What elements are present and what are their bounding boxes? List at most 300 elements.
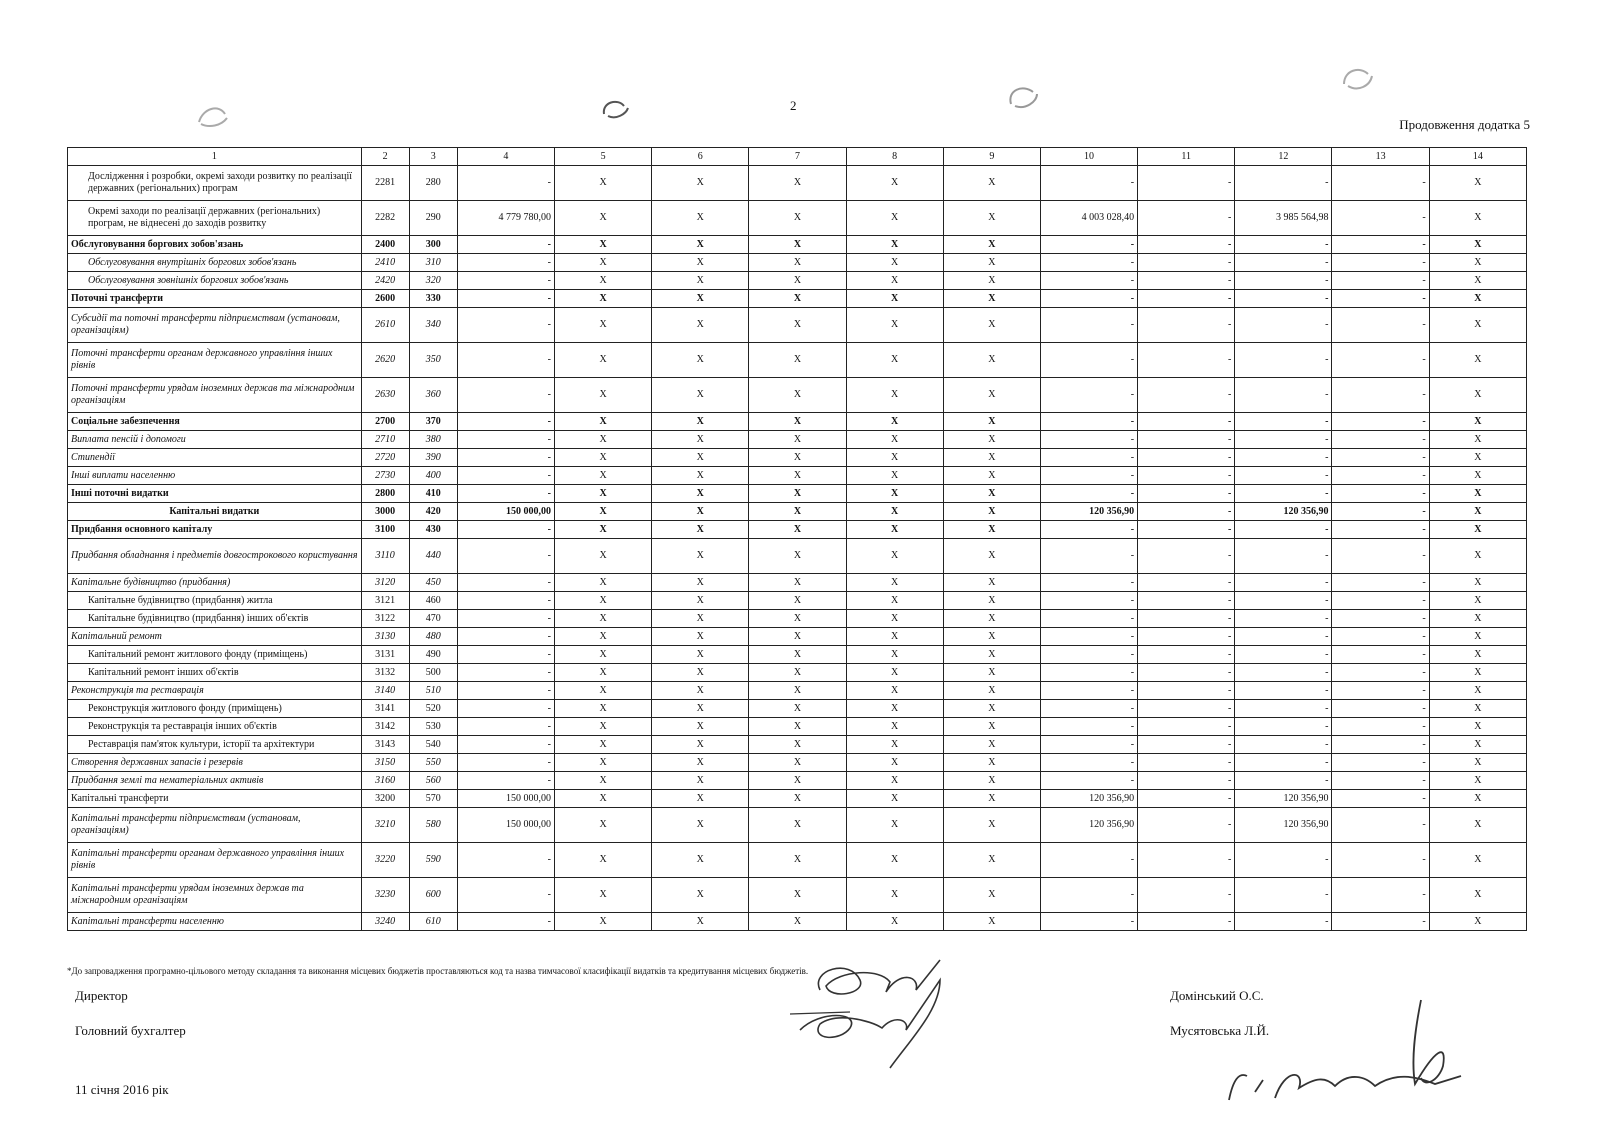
table-row [68,700,1527,718]
cell-value: X [846,308,943,343]
cell-value: X [846,843,943,878]
cell-value: - [457,718,554,736]
cell-value: - [457,413,554,431]
cell-value: - [1332,485,1429,503]
cell-value: X [943,272,1040,290]
table-row [68,878,1527,913]
cell-value: - [1332,610,1429,628]
cell-value: - [1332,431,1429,449]
cell-value: - [1235,646,1332,664]
scan-mark-icon [598,96,632,122]
cell-value: - [1138,431,1235,449]
cell-value: - [1040,308,1137,343]
cell-name: Обслуговування зовнішніх боргових зобов'язань [68,272,362,290]
cell-value: X [943,308,1040,343]
cell-value: X [1429,700,1526,718]
cell-code: 3000 [361,503,409,521]
cell-value: - [1138,166,1235,201]
cell-value: X [554,431,651,449]
scan-mark-icon [1003,82,1043,112]
cell-value: X [943,664,1040,682]
cell-value: - [457,449,554,467]
cell-value: X [749,166,846,201]
cell-value: - [1138,467,1235,485]
cell-value: X [943,539,1040,574]
cell-value: X [652,790,749,808]
cell-value: - [1332,790,1429,808]
cell-value: X [749,718,846,736]
cell-value: X [652,467,749,485]
cell-value: X [749,378,846,413]
cell-value: X [749,790,846,808]
cell-value: X [554,736,651,754]
cell-row-number: 550 [409,754,457,772]
table-row [68,682,1527,700]
cell-code: 3200 [361,790,409,808]
cell-value: - [1040,628,1137,646]
cell-row-number: 300 [409,236,457,254]
table-row [68,431,1527,449]
cell-value: - [1235,736,1332,754]
cell-value: X [846,254,943,272]
cell-value: - [457,485,554,503]
column-header: 3 [409,148,457,166]
cell-value: - [1040,485,1137,503]
cell-name: Капітальне будівництво (придбання) [68,574,362,592]
cell-value: - [457,913,554,931]
cell-value: - [1235,290,1332,308]
cell-value: - [1138,449,1235,467]
cell-value: - [1138,539,1235,574]
cell-value: X [652,485,749,503]
cell-name: Поточні трансферти [68,290,362,308]
cell-value: - [1138,574,1235,592]
cell-value: - [457,166,554,201]
cell-name: Капітальний ремонт [68,628,362,646]
cell-value: - [1040,664,1137,682]
cell-name: Капітальні видатки [68,503,362,521]
cell-value: - [1138,628,1235,646]
cell-value: - [1138,754,1235,772]
cell-code: 3140 [361,682,409,700]
column-header: 7 [749,148,846,166]
cell-code: 3122 [361,610,409,628]
table-row [68,539,1527,574]
cell-value: - [1332,718,1429,736]
table-row [68,308,1527,343]
cell-value: X [554,610,651,628]
cell-value: X [846,521,943,539]
cell-value: X [749,700,846,718]
cell-value: X [846,413,943,431]
cell-value: X [846,272,943,290]
cell-value: - [1235,449,1332,467]
cell-value: - [457,700,554,718]
cell-name: Капітальний ремонт інших об'єктів [68,664,362,682]
cell-value: 120 356,90 [1040,503,1137,521]
cell-value: X [943,166,1040,201]
cell-value: X [1429,913,1526,931]
cell-value: - [1332,503,1429,521]
cell-value: X [846,736,943,754]
director-name: Домінський О.С. [1170,988,1264,1003]
cell-code: 3131 [361,646,409,664]
cell-value: X [943,343,1040,378]
cell-value: - [1040,378,1137,413]
cell-value: X [943,467,1040,485]
cell-value: - [1138,308,1235,343]
cell-name: Капітальні трансферти населенню [68,913,362,931]
table-row [68,378,1527,413]
cell-value: X [1429,790,1526,808]
cell-value: X [943,772,1040,790]
cell-row-number: 520 [409,700,457,718]
cell-value: - [457,521,554,539]
table-row [68,254,1527,272]
cell-row-number: 600 [409,878,457,913]
cell-code: 3121 [361,592,409,610]
cell-value: - [457,272,554,290]
cell-value: - [1332,592,1429,610]
column-header: 1 [68,148,362,166]
cell-value: X [554,772,651,790]
cell-value: - [1332,682,1429,700]
cell-value: X [749,754,846,772]
cell-code: 2730 [361,467,409,485]
cell-value: X [1429,431,1526,449]
cell-value: - [1332,913,1429,931]
cell-value: 150 000,00 [457,808,554,843]
cell-value: 4 779 780,00 [457,201,554,236]
cell-value: X [1429,467,1526,485]
cell-value: X [554,754,651,772]
page-number: 2 [790,98,797,113]
cell-value: X [943,592,1040,610]
cell-value: X [652,378,749,413]
cell-value: X [652,290,749,308]
cell-code: 2282 [361,201,409,236]
cell-value: X [1429,254,1526,272]
table-row [68,664,1527,682]
cell-value: X [554,790,651,808]
cell-value: X [554,485,651,503]
cell-value: - [1332,201,1429,236]
table-row [68,913,1527,931]
cell-value: - [457,308,554,343]
cell-value: X [652,610,749,628]
cell-value: - [1138,521,1235,539]
cell-value: - [1235,628,1332,646]
cell-value: X [554,878,651,913]
cell-value: 120 356,90 [1040,790,1137,808]
table-row [68,343,1527,378]
cell-value: 120 356,90 [1235,790,1332,808]
cell-value: 120 356,90 [1040,808,1137,843]
cell-code: 3143 [361,736,409,754]
cell-value: - [1138,843,1235,878]
cell-value: X [943,503,1040,521]
table-row [68,290,1527,308]
cell-row-number: 410 [409,485,457,503]
cell-value: X [554,539,651,574]
cell-value: X [652,521,749,539]
cell-code: 3110 [361,539,409,574]
cell-value: X [554,574,651,592]
cell-value: X [749,592,846,610]
cell-value: X [943,754,1040,772]
cell-value: - [1332,664,1429,682]
cell-value: X [652,718,749,736]
cell-value: X [846,718,943,736]
cell-value: - [1235,413,1332,431]
cell-code: 2800 [361,485,409,503]
cell-value: X [652,664,749,682]
report-date: 11 січня 2016 рік [75,1082,169,1097]
cell-code: 3132 [361,664,409,682]
cell-value: X [554,503,651,521]
cell-value: X [943,290,1040,308]
cell-value: X [846,592,943,610]
cell-code: 3100 [361,521,409,539]
cell-value: X [1429,503,1526,521]
cell-value: - [1332,736,1429,754]
cell-value: X [749,521,846,539]
cell-value: X [652,754,749,772]
cell-value: - [1138,201,1235,236]
table-row [68,272,1527,290]
cell-value: X [1429,574,1526,592]
cell-value: - [1235,254,1332,272]
cell-value: X [1429,539,1526,574]
cell-name: Капітальне будівництво (придбання) житла [68,592,362,610]
cell-value: - [1040,166,1137,201]
cell-row-number: 590 [409,843,457,878]
cell-code: 3142 [361,718,409,736]
cell-name: Реставрація пам'яток культури, історії та архітектури [68,736,362,754]
table-row [68,485,1527,503]
cell-value: X [554,700,651,718]
cell-value: X [943,413,1040,431]
cell-value: X [652,413,749,431]
cell-value: X [1429,413,1526,431]
cell-value: - [1040,772,1137,790]
table-row [68,413,1527,431]
cell-value: 150 000,00 [457,503,554,521]
cell-value: - [457,378,554,413]
cell-value: X [554,236,651,254]
cell-value: X [554,628,651,646]
cell-value: X [554,843,651,878]
cell-value: X [943,236,1040,254]
cell-value: X [749,449,846,467]
cell-value: X [1429,682,1526,700]
cell-value: X [554,290,651,308]
cell-value: X [554,664,651,682]
cell-value: X [846,754,943,772]
table-row [68,592,1527,610]
cell-value: X [846,700,943,718]
cell-code: 3141 [361,700,409,718]
cell-name: Реконструкція та реставрація [68,682,362,700]
cell-value: - [457,646,554,664]
cell-code: 3220 [361,843,409,878]
table-row [68,646,1527,664]
cell-row-number: 360 [409,378,457,413]
cell-value: X [846,290,943,308]
cell-value: - [1235,664,1332,682]
cell-value: - [1235,378,1332,413]
cell-value: X [943,843,1040,878]
cell-value: - [1040,539,1137,574]
cell-value: - [457,539,554,574]
cell-value: X [749,467,846,485]
cell-name: Капітальні трансферти органам державного управління інших рівнів [68,843,362,878]
cell-value: - [1138,610,1235,628]
table-row [68,574,1527,592]
cell-value: - [1332,378,1429,413]
cell-name: Соціальне забезпечення [68,413,362,431]
column-header: 13 [1332,148,1429,166]
footnote: *До запровадження програмно-цільового методу складання та виконання місцевих бюджетів проставляються код та назва тимчасової класифікації видатків та кредитування місцевих бюджетів. [67,966,809,976]
cell-value: - [457,574,554,592]
cell-value: - [1235,272,1332,290]
cell-value: X [943,628,1040,646]
cell-value: - [1235,431,1332,449]
cell-row-number: 490 [409,646,457,664]
cell-value: X [943,574,1040,592]
cell-value: - [1138,772,1235,790]
cell-name: Капітальні трансферти підприємствам (установам, організаціям) [68,808,362,843]
cell-value: - [1235,574,1332,592]
cell-value: - [1332,236,1429,254]
cell-name: Капітальні трансферти [68,790,362,808]
cell-value: X [1429,485,1526,503]
cell-value: X [554,718,651,736]
table-row [68,736,1527,754]
cell-code: 2400 [361,236,409,254]
cell-value: X [1429,343,1526,378]
cell-row-number: 450 [409,574,457,592]
cell-value: X [749,503,846,521]
cell-value: - [1138,646,1235,664]
accountant-name: Мусятовська Л.Й. [1170,1023,1270,1038]
cell-value: X [554,166,651,201]
cell-value: X [652,236,749,254]
cell-value: - [1040,521,1137,539]
cell-value: - [1332,878,1429,913]
cell-row-number: 440 [409,539,457,574]
cell-value: - [1332,574,1429,592]
cell-code: 2600 [361,290,409,308]
cell-value: - [1235,610,1332,628]
cell-value: X [554,592,651,610]
cell-value: - [1235,700,1332,718]
cell-code: 2281 [361,166,409,201]
cell-code: 2620 [361,343,409,378]
cell-value: X [749,736,846,754]
cell-value: 150 000,00 [457,790,554,808]
cell-name: Субсидії та поточні трансферти підприємствам (установам, організаціям) [68,308,362,343]
cell-value: - [1332,843,1429,878]
cell-value: - [1040,343,1137,378]
cell-value: X [749,878,846,913]
cell-value: X [1429,449,1526,467]
cell-value: X [943,718,1040,736]
cell-code: 3160 [361,772,409,790]
cell-value: - [457,236,554,254]
cell-value: X [846,878,943,913]
cell-value: - [1138,682,1235,700]
cell-value: - [1235,485,1332,503]
cell-value: - [1332,290,1429,308]
cell-value: - [1332,539,1429,574]
cell-value: - [1332,449,1429,467]
cell-value: X [749,843,846,878]
cell-value: X [1429,878,1526,913]
cell-value: - [457,878,554,913]
column-header: 14 [1429,148,1526,166]
cell-value: - [1138,236,1235,254]
cell-code: 3150 [361,754,409,772]
cell-value: - [1332,467,1429,485]
cell-value: - [457,431,554,449]
cell-value: X [943,378,1040,413]
cell-row-number: 540 [409,736,457,754]
cell-value: X [749,913,846,931]
cell-value: - [457,628,554,646]
cell-value: - [1138,808,1235,843]
cell-value: X [749,308,846,343]
cell-name: Окремі заходи по реалізації державних (регіональних) програм, не віднесені до заходів розвитку [68,201,362,236]
cell-value: X [846,574,943,592]
cell-value: - [1040,610,1137,628]
cell-value: - [457,736,554,754]
cell-row-number: 370 [409,413,457,431]
cell-value: - [1332,646,1429,664]
cell-name: Придбання основного капіталу [68,521,362,539]
cell-value: - [1235,308,1332,343]
cell-value: - [457,290,554,308]
cell-value: - [1040,413,1137,431]
cell-value: X [846,201,943,236]
cell-name: Поточні трансферти органам державного управління інших рівнів [68,343,362,378]
cell-value: - [1332,754,1429,772]
cell-code: 3130 [361,628,409,646]
cell-row-number: 460 [409,592,457,610]
cell-value: X [749,290,846,308]
cell-value: X [749,272,846,290]
cell-value: - [1040,449,1137,467]
cell-value: X [652,646,749,664]
cell-value: X [846,610,943,628]
cell-value: X [652,592,749,610]
cell-value: - [1040,236,1137,254]
cell-value: X [846,664,943,682]
cell-value: X [652,201,749,236]
cell-value: - [1040,682,1137,700]
cell-value: - [1235,467,1332,485]
cell-value: X [943,610,1040,628]
cell-code: 3210 [361,808,409,843]
cell-value: 4 003 028,40 [1040,201,1137,236]
cell-value: X [943,682,1040,700]
cell-value: X [554,449,651,467]
cell-code: 3120 [361,574,409,592]
cell-value: X [749,664,846,682]
cell-value: X [652,431,749,449]
cell-value: X [554,413,651,431]
cell-value: - [1040,913,1137,931]
